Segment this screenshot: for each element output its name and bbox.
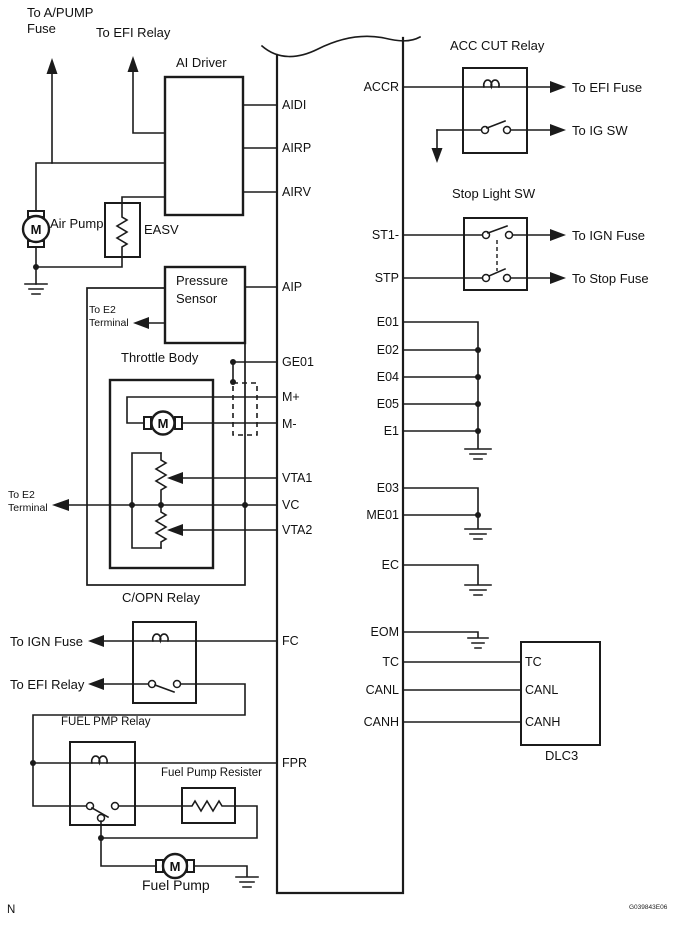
label-to-e2-upper-2: Terminal <box>89 317 129 329</box>
label-to-e2-upper: To E2 <box>89 304 116 316</box>
left-arrow-icon <box>133 317 149 329</box>
pin-label-E01: E01 <box>376 315 399 329</box>
motor-letter: M <box>157 416 169 431</box>
left-arrow-icon <box>88 635 104 647</box>
label-fuel-pump-resister: Fuel Pump Resister <box>161 767 262 779</box>
dlc3-circuit <box>403 642 600 745</box>
ground-group-e03 <box>403 488 491 539</box>
pin-label-E04: E04 <box>376 370 399 384</box>
label-to-efi-relay-top: To EFI Relay <box>96 25 171 40</box>
easv-component <box>36 203 140 267</box>
doc-code: G039843E06 <box>629 904 668 911</box>
junction-dot <box>129 502 135 508</box>
fuel-pump-relay-circuit <box>30 742 277 887</box>
pin-label-TC: TC <box>525 655 542 669</box>
right-arrow-icon <box>550 229 566 241</box>
junction-dot <box>230 359 236 365</box>
label-easv: EASV <box>144 222 179 237</box>
junction-dot <box>98 835 104 841</box>
junction-dot <box>475 428 481 434</box>
pin-label-ACCR: ACCR <box>363 80 399 94</box>
junction-dot <box>475 374 481 380</box>
pin-label-VTA1: VTA1 <box>282 471 313 485</box>
wire-e01 <box>403 322 478 448</box>
ai-driver-box <box>165 77 243 215</box>
ground-icon <box>25 284 47 294</box>
ground-group-ec <box>403 565 491 595</box>
ground-group-eom <box>403 632 488 648</box>
wire-eom <box>403 632 478 637</box>
motor-tab <box>175 417 182 429</box>
label-to-ign-fuse-left: To IGN Fuse <box>10 634 83 649</box>
stop-light-sw-box <box>464 218 527 290</box>
throttle-body-assembly <box>52 267 277 585</box>
pin-label-STP: STP <box>374 271 399 285</box>
switch-contact-icon <box>174 681 181 688</box>
pin-label-AIRP: AIRP <box>282 141 312 155</box>
wire-pump-ground <box>194 866 247 876</box>
wire-e03 <box>403 488 478 528</box>
label-to-stop-fuse: To Stop Fuse <box>572 271 649 286</box>
label-to-ig-sw: To IG SW <box>572 123 628 138</box>
label-pressure-sensor-2: Sensor <box>176 291 218 306</box>
label-to-efi-relay-left: To EFI Relay <box>10 677 85 692</box>
junction-dot <box>242 502 248 508</box>
switch-contact-icon <box>149 681 156 688</box>
label-to-apump-fuse: To A/PUMP <box>27 5 94 20</box>
label-ai-driver: AI Driver <box>176 55 227 70</box>
wire-ec <box>403 565 478 584</box>
right-arrow-icon <box>550 124 566 136</box>
label-fuel-pmp-relay: FUEL PMP Relay <box>61 716 151 728</box>
throttle-unit-box <box>110 380 213 568</box>
junction-dot <box>230 379 236 385</box>
right-arrow-icon <box>550 81 566 93</box>
pin-label-GE01: GE01 <box>282 355 314 369</box>
pin-label-CANH: CANH <box>525 715 561 729</box>
ground-icon <box>468 638 488 648</box>
ground-icon <box>465 449 491 459</box>
ecu-top-break-curve <box>262 36 420 56</box>
label-to-ign-fuse-right: To IGN Fuse <box>572 228 645 243</box>
label-to-e2-lower-2: Terminal <box>8 502 48 514</box>
switch-contact-icon <box>504 275 511 282</box>
stop-light-sw-circuit <box>403 218 566 290</box>
pin-label-AIRV: AIRV <box>282 185 311 199</box>
pin-label-TC: TC <box>382 655 399 669</box>
switch-contact-icon <box>504 127 511 134</box>
motor-letter: M <box>169 859 181 874</box>
pin-label-CANL: CANL <box>525 683 559 697</box>
pin-label-AIP: AIP <box>282 280 303 294</box>
motor-tab <box>144 417 151 429</box>
pin-label-E02: E02 <box>376 343 399 357</box>
right-arrow-icon <box>550 272 566 284</box>
wire-easv-bottom <box>36 257 122 267</box>
pin-label-M+: M+ <box>282 390 300 404</box>
pin-label-ME01: ME01 <box>366 508 399 522</box>
label-to-e2-lower: To E2 <box>8 489 35 501</box>
junction-dot <box>475 347 481 353</box>
air-pump-component <box>23 211 49 294</box>
label-fuel-pump: Fuel Pump <box>142 877 210 893</box>
pin-label-CANL: CANL <box>365 683 399 697</box>
label-pressure-sensor: Pressure <box>176 273 229 288</box>
ground-icon <box>236 877 258 887</box>
motor-letter: M <box>30 222 42 237</box>
switch-contact-icon <box>112 803 119 810</box>
pin-label-ST1-: ST1- <box>371 228 399 242</box>
label-footer-n: N <box>7 904 16 916</box>
pin-label-FC: FC <box>282 634 299 648</box>
down-arrow-icon <box>432 148 443 163</box>
pin-label-VC: VC <box>282 498 300 512</box>
pin-label-AIDI: AIDI <box>282 98 307 112</box>
pin-label-E1: E1 <box>383 424 399 438</box>
label-stop-light-sw: Stop Light SW <box>452 186 536 201</box>
left-arrow-icon <box>88 678 104 690</box>
fuel-pmp-relay-box <box>70 742 135 825</box>
junction-dot <box>158 502 164 508</box>
pin-label-E03: E03 <box>376 481 399 495</box>
ground-icon <box>465 585 491 595</box>
ground-group-e <box>403 322 491 459</box>
switch-contact-icon <box>506 232 513 239</box>
label-acc-cut-relay: ACC CUT Relay <box>450 38 545 53</box>
up-arrow-icon <box>128 56 139 72</box>
wire-ge01 <box>233 362 277 383</box>
label-dlc3: DLC3 <box>545 748 579 763</box>
wire-to-efi-relay <box>133 70 164 133</box>
pin-label-EC: EC <box>381 558 399 572</box>
wire-air-pump-feed <box>36 163 164 211</box>
wire-pump-out <box>101 821 156 866</box>
label-to-efi-fuse: To EFI Fuse <box>572 80 643 95</box>
left-arrow-icon <box>52 499 69 511</box>
ground-icon <box>465 529 491 539</box>
up-arrow-icon <box>47 58 58 74</box>
pin-label-E05: E05 <box>376 397 399 411</box>
pin-label-FPR: FPR <box>282 756 307 770</box>
junction-dot <box>475 512 481 518</box>
label-copn-relay: C/OPN Relay <box>122 590 201 605</box>
pin-label-EOM: EOM <box>370 625 399 639</box>
ai-driver-circuit <box>36 56 277 215</box>
pin-label-CANH: CANH <box>363 715 399 729</box>
label-to-apump-fuse-2: Fuse <box>27 21 56 36</box>
label-throttle-body: Throttle Body <box>121 350 199 365</box>
acc-cut-relay-circuit <box>403 68 566 163</box>
pin-label-M-: M- <box>282 417 297 431</box>
junction-dot <box>475 401 481 407</box>
label-air-pump: Air Pump <box>50 216 104 231</box>
pin-label-VTA2: VTA2 <box>282 523 313 537</box>
